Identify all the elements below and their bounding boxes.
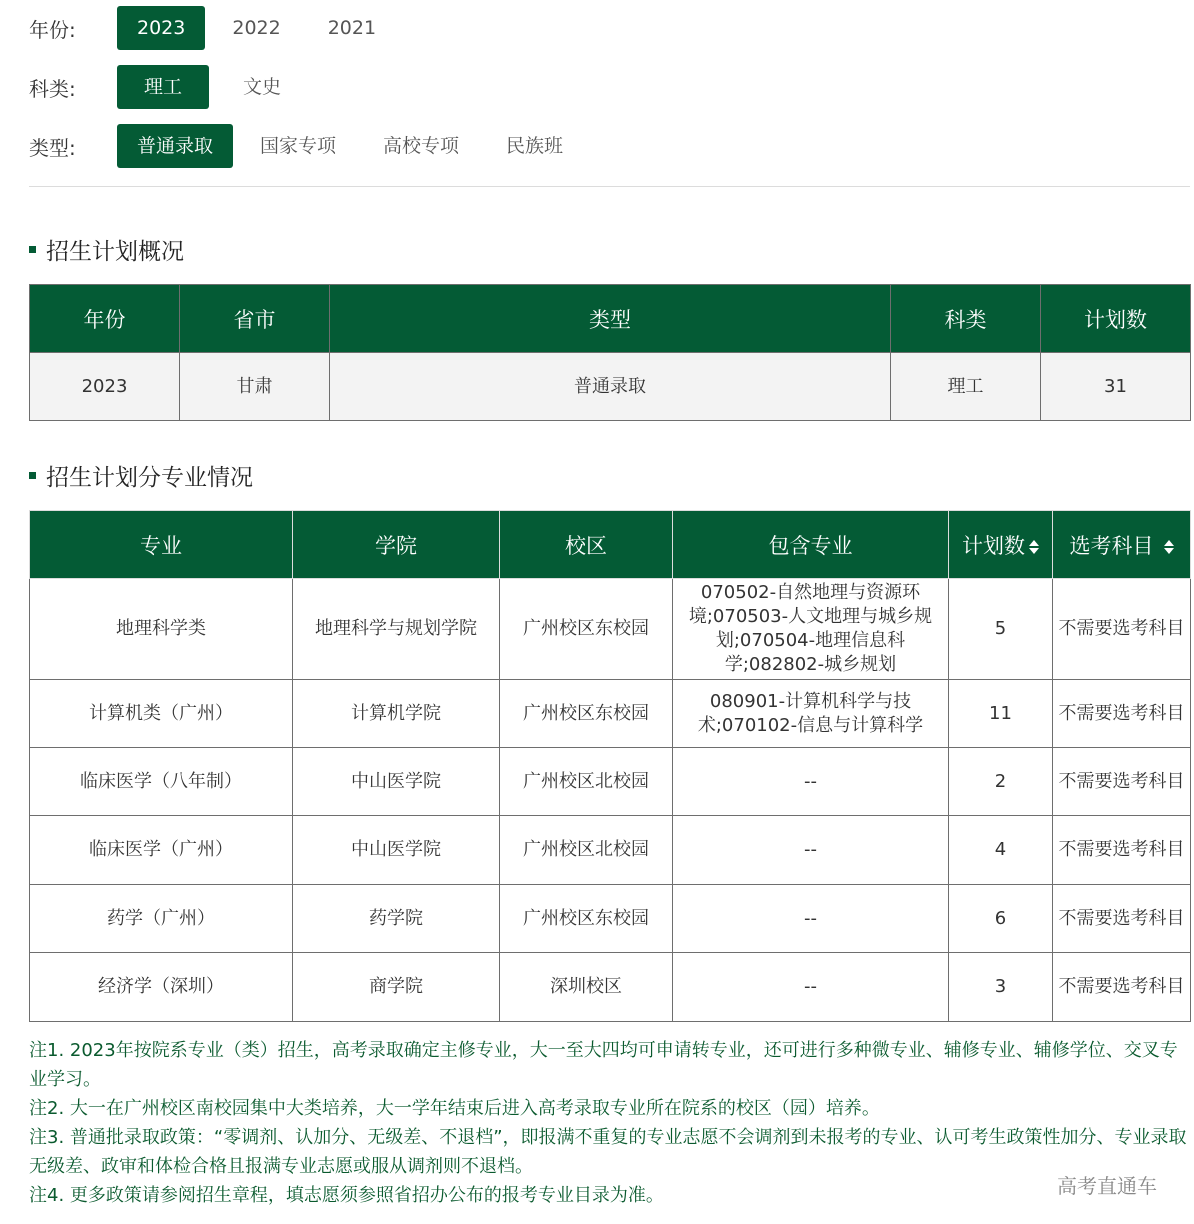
college-cell: 商学院 (293, 953, 500, 1022)
overview-header-plan: 计划数 (1041, 285, 1191, 353)
notes (29, 1036, 1189, 1210)
watermark: 高考直通车 (1057, 1174, 1157, 1198)
majors-title-text: 招生计划分专业情况 (46, 465, 253, 491)
campus-cell: 深圳校区 (500, 953, 673, 1022)
overview-header-subject: 科类 (891, 285, 1041, 353)
included-majors-cell: -- (673, 816, 949, 885)
included-majors-cell: -- (673, 953, 949, 1022)
type-filter (29, 124, 590, 168)
overview-cell-year: 2023 (30, 353, 180, 421)
majors-header-subjects-label: 选考科目 (1069, 533, 1154, 558)
college-cell: 中山医学院 (293, 748, 500, 816)
year-option-2022[interactable]: 2022 (232, 17, 281, 39)
overview-cell-plan: 31 (1041, 353, 1191, 421)
included-majors-cell: -- (673, 885, 949, 953)
table-row (30, 953, 1191, 1022)
year-option-2023[interactable]: 2023 (117, 6, 205, 50)
majors-header-campus: 校区 (500, 511, 673, 579)
majors-header-college: 学院 (293, 511, 500, 579)
college-cell: 中山医学院 (293, 816, 500, 885)
plan-cell: 2 (949, 748, 1053, 816)
note-2: 注2. 大一在广州校区南校园集中大类培养，大一学年结束后进入高考录取专业所在院系的校区（园）培养。 (29, 1098, 880, 1119)
type-option-national[interactable]: 国家专项 (260, 135, 337, 157)
college-cell: 地理科学与规划学院 (293, 579, 500, 680)
type-option-university[interactable]: 高校专项 (383, 135, 460, 157)
plan-cell: 4 (949, 816, 1053, 885)
majors-section-title (29, 459, 253, 492)
subjects-cell: 不需要选考科目 (1053, 885, 1191, 953)
plan-cell: 3 (949, 953, 1053, 1022)
overview-table (29, 284, 1191, 421)
sort-icon[interactable] (1029, 539, 1039, 555)
campus-cell: 广州校区东校园 (500, 680, 673, 748)
overview-cell-subject: 理工 (891, 353, 1041, 421)
subject-filter (29, 65, 315, 109)
overview-cell-type: 普通录取 (330, 353, 891, 421)
type-option-regular[interactable]: 普通录取 (117, 124, 233, 168)
majors-header-subjects[interactable] (1053, 511, 1191, 579)
year-filter (29, 6, 403, 50)
major-cell: 临床医学（八年制） (30, 748, 293, 816)
major-cell: 经济学（深圳） (30, 953, 293, 1022)
plan-cell: 5 (949, 579, 1053, 680)
majors-header-plan[interactable] (949, 511, 1053, 579)
major-cell: 临床医学（广州） (30, 816, 293, 885)
table-row (30, 748, 1191, 816)
included-majors-cell: -- (673, 748, 949, 816)
subjects-cell: 不需要选考科目 (1053, 816, 1191, 885)
majors-table (29, 510, 1191, 1022)
section-bullet-icon (29, 246, 36, 253)
majors-header-row (30, 511, 1191, 579)
subjects-cell: 不需要选考科目 (1053, 680, 1191, 748)
overview-header-province: 省市 (180, 285, 330, 353)
divider (29, 186, 1190, 187)
plan-cell: 6 (949, 885, 1053, 953)
subjects-cell: 不需要选考科目 (1053, 748, 1191, 816)
overview-section-title (29, 233, 184, 266)
subjects-cell: 不需要选考科目 (1053, 579, 1191, 680)
type-option-ethnic[interactable]: 民族班 (506, 135, 564, 157)
included-majors-cell: 070502-自然地理与资源环境;070503-人文地理与城乡规划;070504-地理信息科学;082802-城乡规划 (673, 579, 949, 680)
table-row (30, 816, 1191, 885)
subject-filter-label: 科类: (29, 76, 76, 101)
subjects-cell: 不需要选考科目 (1053, 953, 1191, 1022)
plan-cell: 11 (949, 680, 1053, 748)
major-cell: 药学（广州） (30, 885, 293, 953)
sort-icon[interactable] (1164, 539, 1174, 555)
majors-header-major: 专业 (30, 511, 293, 579)
note-3: 注3. 普通批录取政策：“零调剂、认加分、无级差、不退档”，即报满不重复的专业志愿不会调剂到未报考的专业、认可考生政策性加分、专业录取无级差、政审和体检合格且报满专业志愿或服从调剂则不退档。 (29, 1127, 1187, 1177)
subject-option-arts[interactable]: 文史 (243, 76, 282, 98)
overview-header-year: 年份 (30, 285, 180, 353)
overview-title-text: 招生计划概况 (46, 239, 184, 265)
majors-header-plan-label: 计划数 (962, 533, 1025, 558)
overview-header-type: 类型 (330, 285, 891, 353)
campus-cell: 广州校区东校园 (500, 579, 673, 680)
note-4: 注4. 更多政策请参阅招生章程，填志愿须参照省招办公布的报考专业目录为准。 (29, 1185, 664, 1206)
table-row (30, 680, 1191, 748)
type-filter-label: 类型: (29, 135, 76, 160)
note-1: 注1. 2023年按院系专业（类）招生，高考录取确定主修专业，大一至大四均可申请转专业，还可进行多种微专业、辅修专业、辅修学位、交叉专业学习。 (29, 1040, 1178, 1090)
year-option-2021[interactable]: 2021 (327, 17, 377, 39)
table-row (30, 885, 1191, 953)
section-bullet-icon (29, 472, 36, 479)
year-filter-label: 年份: (29, 17, 76, 42)
table-row (30, 353, 1191, 421)
majors-header-included: 包含专业 (673, 511, 949, 579)
table-row (30, 579, 1191, 680)
subject-option-science[interactable]: 理工 (117, 65, 209, 109)
college-cell: 药学院 (293, 885, 500, 953)
college-cell: 计算机学院 (293, 680, 500, 748)
campus-cell: 广州校区北校园 (500, 816, 673, 885)
major-cell: 地理科学类 (30, 579, 293, 680)
included-majors-cell: 080901-计算机科学与技术;070102-信息与计算科学 (673, 680, 949, 748)
overview-cell-province: 甘肃 (180, 353, 330, 421)
major-cell: 计算机类（广州） (30, 680, 293, 748)
campus-cell: 广州校区东校园 (500, 885, 673, 953)
overview-header-row (30, 285, 1191, 353)
campus-cell: 广州校区北校园 (500, 748, 673, 816)
